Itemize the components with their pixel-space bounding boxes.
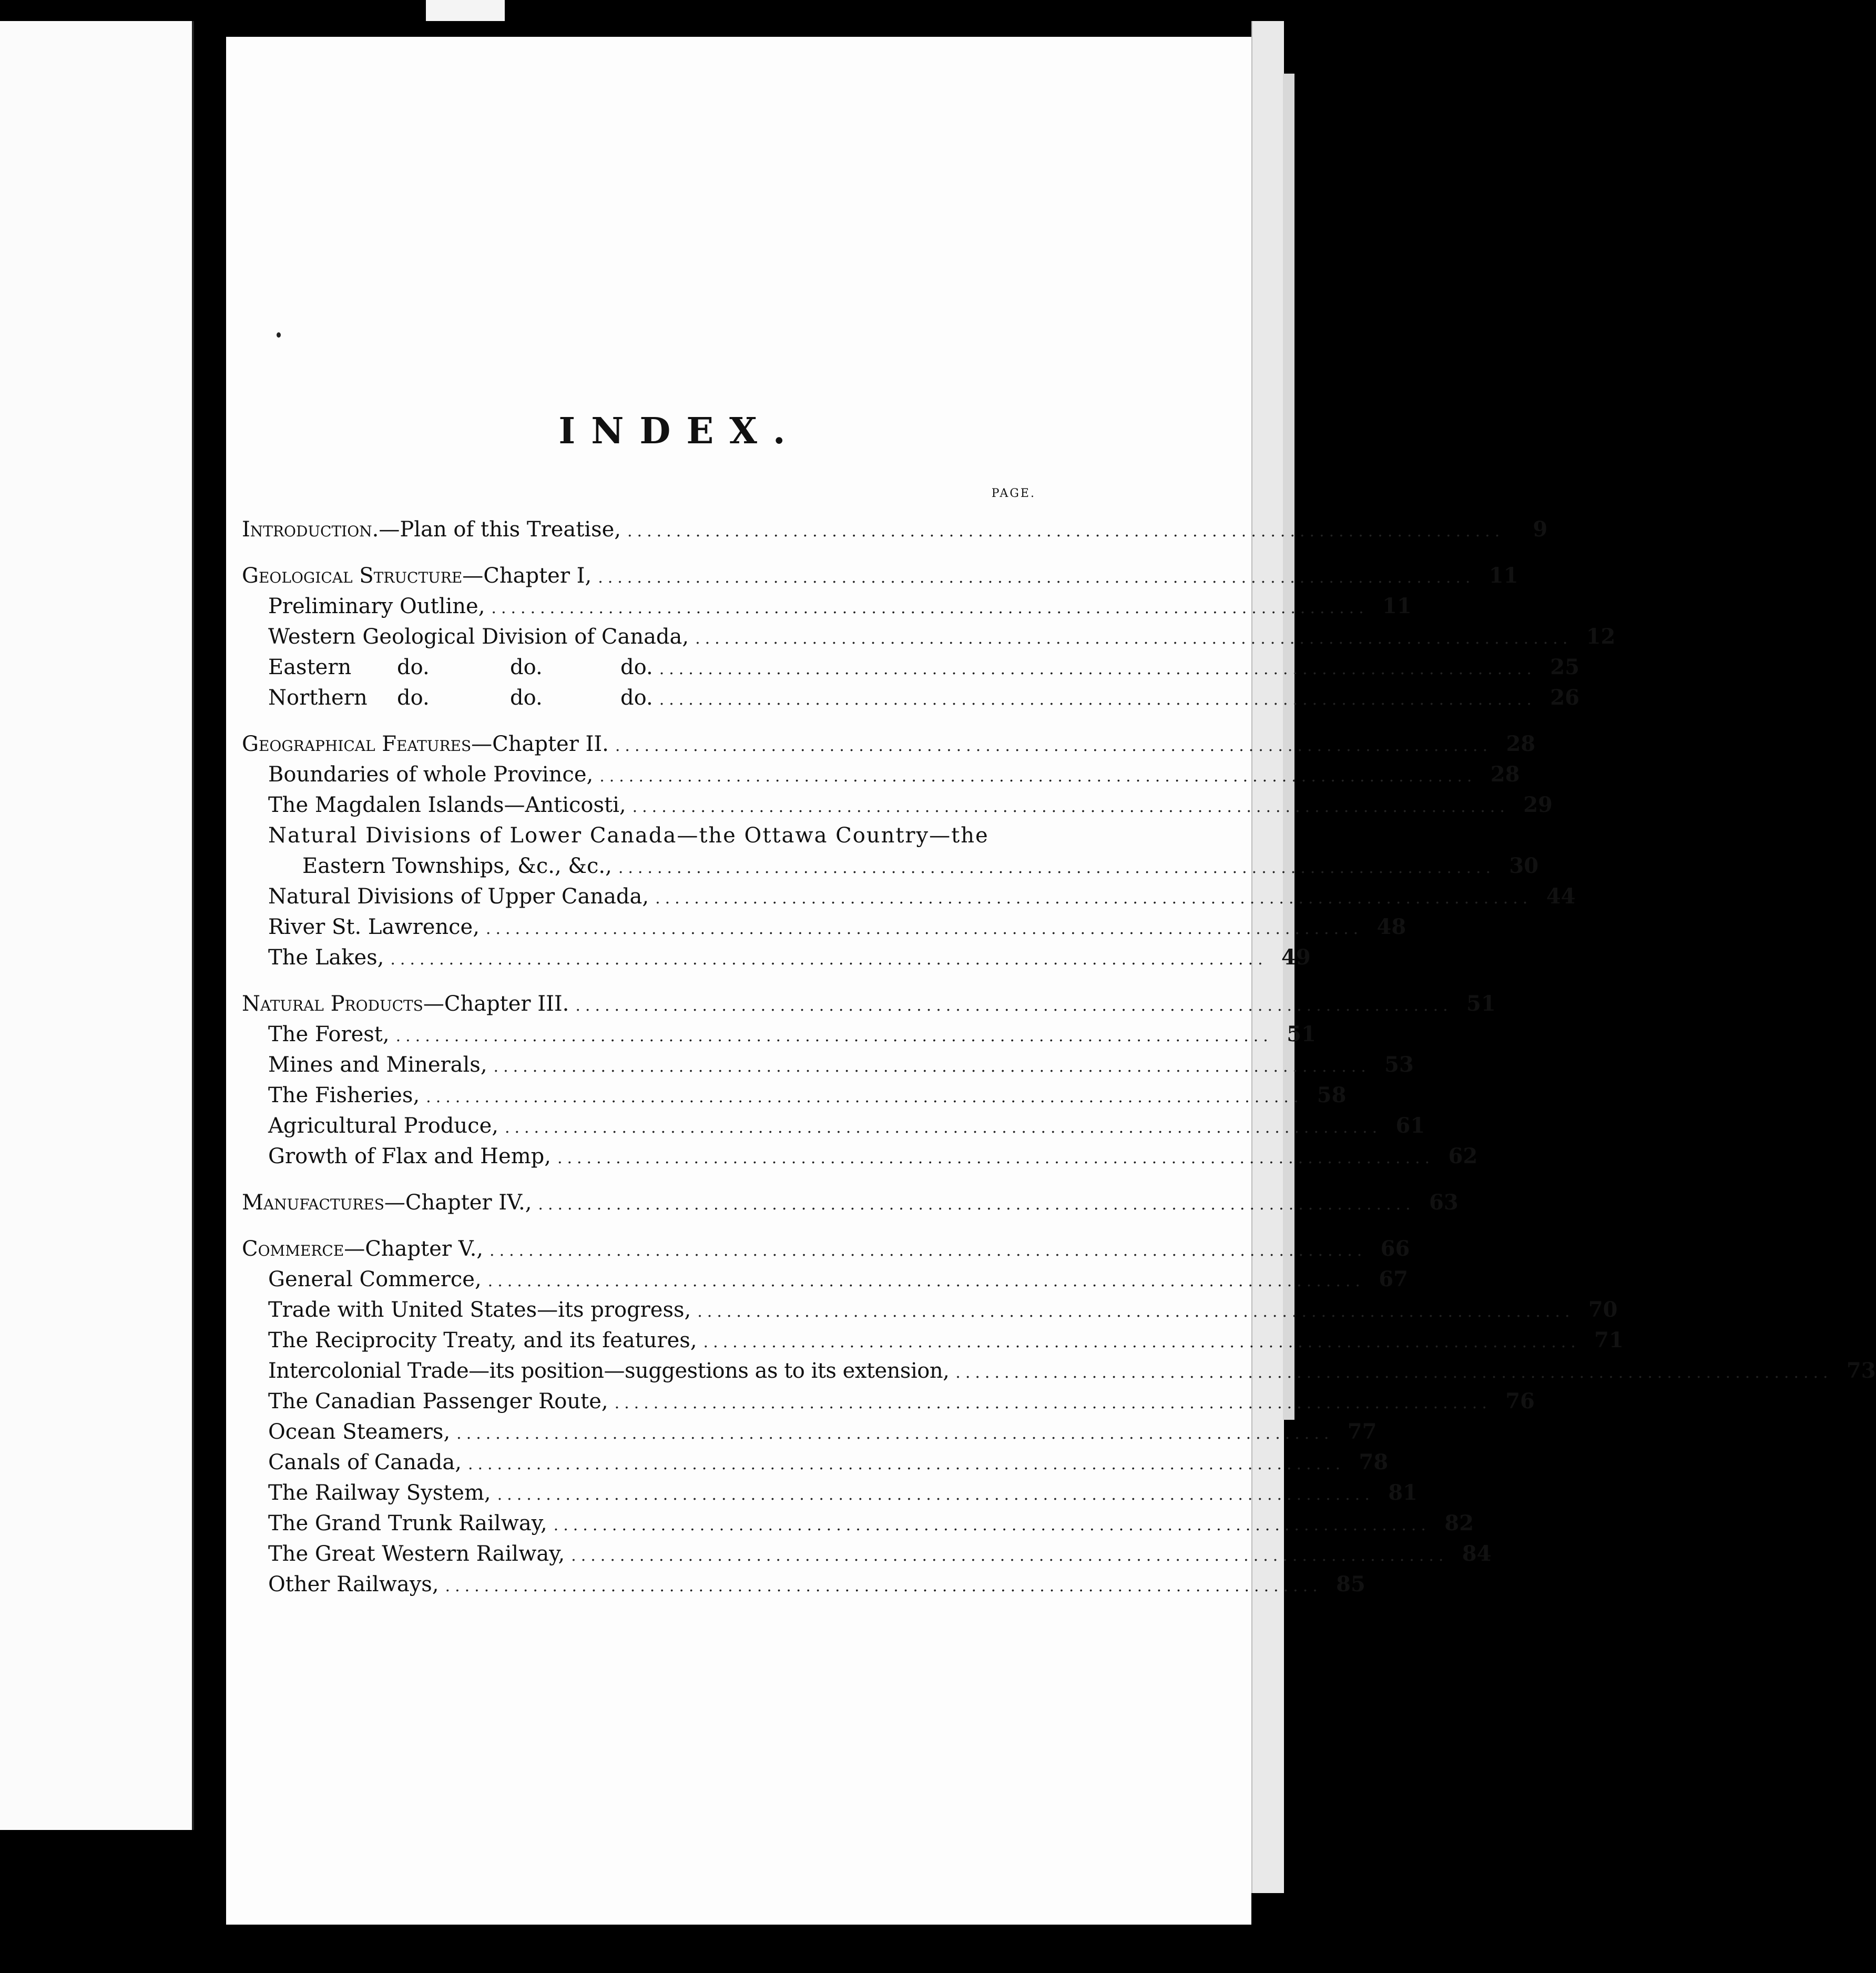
page-number: 71 — [1594, 1328, 1624, 1352]
page-number: 58 — [1317, 1083, 1347, 1107]
toc-entry[interactable] — [242, 1508, 1474, 1539]
page-number: 67 — [1379, 1267, 1408, 1291]
entry-text: The Fisheries, — [268, 1083, 420, 1107]
toc-entry[interactable] — [242, 942, 1311, 973]
dot-leader: .......................................................................................... — [485, 920, 1363, 938]
entry-text: The Magdalen Islands—Anticosti, — [268, 793, 626, 817]
toc-entry[interactable] — [242, 1417, 1377, 1447]
page-number: 70 — [1588, 1297, 1618, 1322]
toc-entry[interactable] — [242, 1356, 1876, 1386]
page-number: 9 — [1533, 517, 1548, 542]
entry-text: The Reciprocity Treaty, and its features, — [268, 1328, 697, 1352]
dot-leader: .......................................................................................... — [703, 1333, 1581, 1351]
toc-entry[interactable] — [242, 1187, 1459, 1218]
page-number: 26 — [1550, 685, 1579, 710]
toc-entry[interactable] — [242, 790, 1553, 820]
ink-speck — [277, 332, 281, 338]
ditto-mark: do. — [510, 655, 543, 679]
dot-leader: .......................................................................................... — [467, 1455, 1345, 1473]
page-number: 82 — [1444, 1511, 1474, 1535]
facing-page-edge — [0, 21, 194, 1830]
ditto-mark: do. — [510, 686, 543, 710]
entry-text: Canals of Canada, — [268, 1450, 462, 1474]
toc-entry[interactable] — [242, 1019, 1316, 1050]
toc-entry[interactable] — [242, 622, 1616, 652]
entry-text: Other Railways, — [268, 1572, 439, 1596]
dot-leader: .......................................................................................... — [598, 568, 1475, 587]
ditto-mark: do. — [620, 655, 653, 679]
toc-section-introduction — [242, 514, 1548, 545]
page-number: 12 — [1586, 624, 1616, 649]
dot-leader: .......................................................................................... — [571, 1547, 1449, 1565]
dot-leader: .......................................................................................... — [395, 1027, 1273, 1045]
toc-entry[interactable] — [242, 561, 1518, 591]
section-heading: Geological Structure — [242, 564, 463, 588]
page-number: 81 — [1388, 1480, 1418, 1505]
page-number: 77 — [1347, 1419, 1377, 1444]
toc-entry[interactable] — [242, 759, 1520, 790]
toc-entry-line[interactable] — [242, 820, 1052, 851]
page-number: 51 — [1466, 991, 1496, 1016]
ditto-mark: do. — [397, 655, 430, 679]
page-number: 44 — [1546, 884, 1576, 909]
page-title: INDEX. — [558, 410, 801, 452]
ditto-mark: do. — [397, 686, 430, 710]
dot-leader: .......................................................................................... — [955, 1364, 1833, 1382]
section-heading: Geographical Features — [242, 732, 472, 756]
entry-text: Western Geological Division of Canada, — [268, 625, 689, 649]
page-number: 48 — [1377, 914, 1406, 939]
dot-leader: .......................................................................................... — [615, 737, 1493, 755]
toc-entry[interactable] — [242, 652, 1579, 683]
entry-text: The Lakes, — [268, 945, 384, 970]
toc-entry[interactable] — [242, 989, 1496, 1019]
dot-leader: .......................................................................................... — [504, 1118, 1382, 1137]
toc-section-natural-products — [242, 989, 1496, 1172]
toc-section-manufactures — [242, 1187, 1459, 1218]
entry-text: Natural Divisions of Upper Canada, — [268, 884, 649, 909]
section-heading: Introduction. — [242, 517, 379, 542]
entry-text: The Forest, — [268, 1022, 390, 1046]
entry-text: The Canadian Passenger Route, — [268, 1389, 608, 1413]
dot-leader: .......................................................................................... — [599, 767, 1477, 786]
toc-entry[interactable] — [242, 591, 1412, 622]
entry-text: Trade with United States—its progress, — [268, 1298, 691, 1322]
entry-text: General Commerce, — [268, 1267, 482, 1291]
book-gutter — [194, 0, 231, 1973]
page-number: 28 — [1506, 731, 1536, 756]
page-number: 78 — [1359, 1450, 1389, 1474]
dot-leader: .......................................................................................... — [655, 889, 1533, 908]
page-column-heading: PAGE. — [991, 487, 1036, 500]
entry-text: Eastern Townships, &c., &c., — [302, 854, 612, 878]
ditto-mark: do. — [620, 686, 653, 710]
section-heading: Commerce — [242, 1237, 344, 1261]
entry-text: —Chapter IV., — [384, 1191, 532, 1215]
page-number: 51 — [1287, 1022, 1316, 1046]
dot-leader: .......................................................................................... — [575, 996, 1453, 1015]
page-number: 76 — [1505, 1389, 1535, 1413]
dot-leader: .......................................................................................... — [695, 629, 1573, 648]
dot-leader: .......................................................................................... — [426, 1088, 1303, 1106]
page-number: 66 — [1380, 1236, 1410, 1261]
page-number: 30 — [1509, 853, 1539, 878]
toc-entry[interactable] — [242, 881, 1576, 912]
dot-leader: .......................................................................................... — [659, 660, 1536, 678]
entry-text: —Plan of this Treatise, — [379, 517, 621, 542]
entry-text: —Chapter II. — [471, 732, 609, 756]
dot-leader: .......................................................................................... — [493, 1057, 1371, 1076]
entry-text: The Railway System, — [268, 1481, 491, 1505]
entry-text: —Chapter III. — [423, 992, 569, 1016]
entry-text: —Chapter V., — [344, 1237, 484, 1261]
toc-entry[interactable] — [242, 1447, 1389, 1478]
page-number: 53 — [1384, 1052, 1414, 1077]
toc-section-geological — [242, 561, 1616, 713]
toc-entry[interactable] — [242, 683, 1579, 713]
page-number: 11 — [1488, 563, 1518, 588]
toc-entry[interactable] — [242, 1539, 1492, 1569]
toc-entry[interactable] — [242, 1264, 1408, 1295]
entry-text: Agricultural Produce, — [268, 1114, 498, 1138]
dot-leader: .......................................................................................... — [487, 1272, 1365, 1290]
toc-entry[interactable] — [242, 1295, 1618, 1325]
entry-text: Northern — [268, 686, 368, 710]
page-number: 84 — [1462, 1541, 1492, 1566]
toc-entry[interactable] — [242, 1141, 1478, 1172]
section-heading: Manufactures — [242, 1191, 384, 1215]
page-number: 85 — [1336, 1572, 1365, 1596]
entry-text: The Great Western Railway, — [268, 1542, 565, 1566]
dot-leader: .......................................................................................... — [490, 1242, 1367, 1260]
toc-entry[interactable] — [242, 1080, 1347, 1111]
dot-leader: .......................................................................................... — [390, 950, 1268, 969]
dot-leader: .......................................................................................... — [659, 690, 1536, 709]
entry-text: Boundaries of whole Province, — [268, 762, 594, 787]
table-of-contents — [242, 514, 1876, 1615]
dot-leader: .......................................................................................... — [557, 1149, 1435, 1167]
page-number: 28 — [1490, 762, 1520, 787]
dot-leader: .......................................................................................... — [553, 1516, 1431, 1534]
entry-text: Ocean Steamers, — [268, 1420, 451, 1444]
toc-entry[interactable] — [242, 514, 1548, 545]
page-number: 61 — [1395, 1113, 1425, 1138]
section-heading: Natural Products — [242, 992, 423, 1016]
toc-entry[interactable] — [242, 1325, 1624, 1356]
toc-entry[interactable] — [242, 1234, 1410, 1264]
entry-text: Preliminary Outline, — [268, 594, 485, 618]
entry-text: River St. Lawrence, — [268, 915, 480, 939]
dot-leader: .......................................................................................... — [632, 798, 1510, 816]
toc-entry[interactable] — [242, 1569, 1365, 1600]
page-number: 11 — [1382, 594, 1412, 618]
dot-leader: .......................................................................................... — [697, 1303, 1575, 1321]
toc-entry-continuation[interactable] — [242, 851, 1539, 881]
dot-leader: .......................................................................................... — [627, 522, 1505, 541]
toc-entry[interactable] — [242, 1050, 1414, 1080]
toc-entry[interactable] — [242, 912, 1406, 942]
dot-leader: .......................................................................................... — [538, 1195, 1415, 1214]
entry-text: Natural Divisions of Lower Canada—the Ottawa Country—the — [268, 823, 989, 848]
dot-leader: .......................................................................................... — [445, 1577, 1322, 1595]
entry-text: —Chapter I, — [462, 564, 592, 588]
page-number: 62 — [1448, 1144, 1478, 1168]
page-tab — [426, 0, 505, 21]
entry-text: The Grand Trunk Railway, — [268, 1511, 547, 1535]
page-number: 25 — [1550, 655, 1579, 679]
dot-leader: .......................................................................................... — [456, 1425, 1334, 1443]
toc-entry[interactable] — [242, 1478, 1418, 1508]
dot-leader: .......................................................................................... — [614, 1394, 1492, 1412]
dot-leader: .......................................................................................... — [497, 1486, 1374, 1504]
toc-entry[interactable] — [242, 1386, 1535, 1417]
page-number: 29 — [1523, 792, 1553, 817]
entry-text: Intercolonial Trade—its position—suggestions as to its extension, — [268, 1359, 950, 1383]
page-number: 63 — [1429, 1190, 1459, 1215]
toc-section-geographical — [242, 729, 1576, 973]
toc-entry[interactable] — [242, 729, 1536, 759]
dot-leader: .......................................................................................... — [618, 859, 1496, 877]
page-number: 73 — [1846, 1358, 1876, 1383]
entry-text: Eastern — [268, 655, 352, 679]
entry-text: Growth of Flax and Hemp, — [268, 1144, 551, 1168]
entry-text: Mines and Minerals, — [268, 1053, 487, 1077]
toc-section-commerce — [242, 1234, 1876, 1600]
dot-leader: .......................................................................................... — [491, 599, 1369, 617]
page-number: 49 — [1281, 945, 1311, 970]
toc-entry[interactable] — [242, 1111, 1425, 1141]
